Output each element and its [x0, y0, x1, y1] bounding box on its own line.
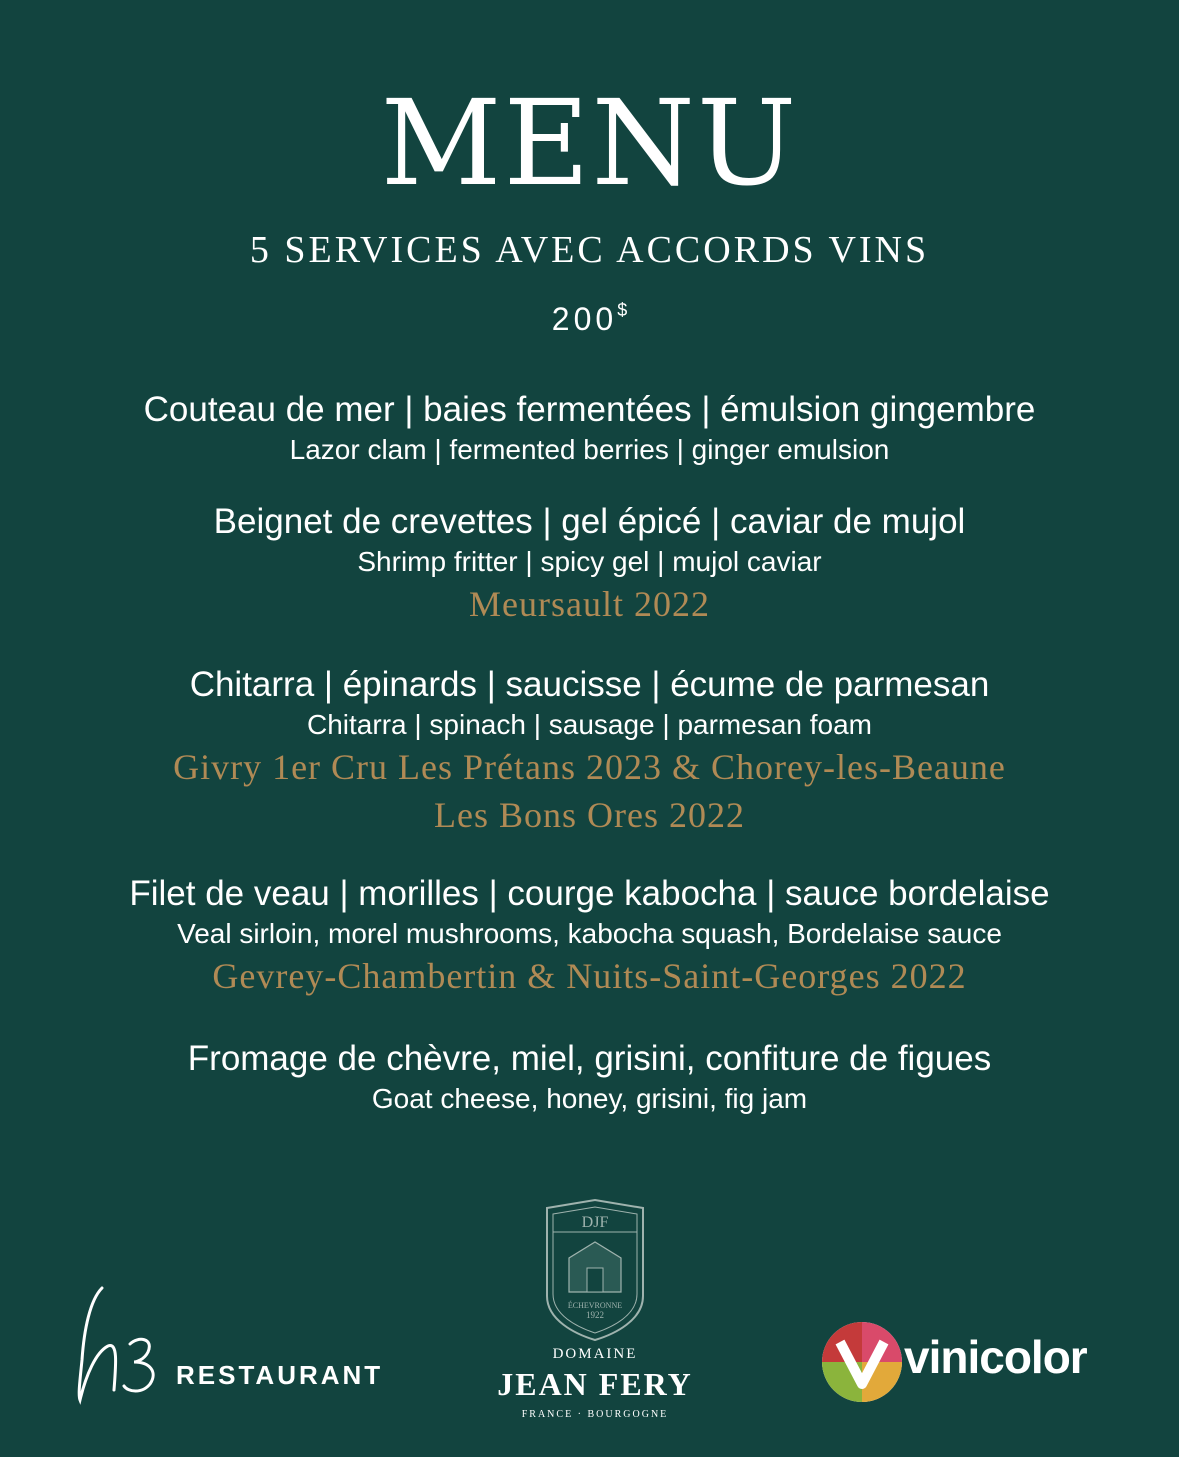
djf-badge-icon	[485, 1196, 705, 1342]
domaine-jean-fery-logo	[485, 1196, 705, 1426]
course-3-fr: Chitarra | épinards | saucisse | écume de parmesan	[189, 665, 990, 704]
course-5-fr: Fromage de chèvre, miel, grisini, confiture de figues	[187, 1039, 992, 1078]
course-3-en: Chitarra | spinach | sausage | parmesan foam	[307, 709, 872, 740]
course-4	[0, 872, 1179, 1000]
course-3-wine-line-2: Les Bons Ores 2022	[434, 795, 745, 835]
djf-name-text: JEAN FERY	[497, 1366, 693, 1402]
course-2-wine: Meursault 2022	[469, 584, 710, 624]
djf-domaine-text: DOMAINE	[552, 1346, 638, 1362]
menu-price	[0, 300, 1179, 338]
h3-restaurant-text: RESTAURANT	[176, 1360, 384, 1390]
course-1-fr: Couteau de mer | baies fermentées | émulsion gingembre	[143, 390, 1036, 429]
course-1	[0, 388, 1179, 468]
price-currency: $	[617, 300, 628, 320]
menu-title: MENU	[380, 74, 799, 212]
sponsor-logos	[0, 1190, 1179, 1457]
h3-restaurant-logo	[72, 1280, 392, 1410]
course-4-fr: Filet de veau | morilles | courge kabocha | sauce bordelaise	[129, 874, 1050, 913]
vinicolor-text: vinicolor	[904, 1331, 1087, 1383]
course-3	[0, 663, 1179, 839]
vinicolor-logo	[820, 1320, 1120, 1410]
course-3-wine-line-1: Givry 1er Cru Les Prétans 2023 & Chorey-les-Beaune	[173, 747, 1006, 787]
course-2	[0, 500, 1179, 628]
vinicolor-mark-icon	[820, 1320, 904, 1404]
djf-badge-initials: DJF	[581, 1214, 609, 1231]
course-4-en: Veal sirloin, morel mushrooms, kabocha squash, Bordelaise sauce	[177, 918, 1002, 949]
h3-script-icon	[72, 1280, 172, 1410]
course-5	[0, 1037, 1179, 1117]
course-2-en: Shrimp fritter | spicy gel | mujol caviar	[357, 546, 822, 577]
course-2-fr: Beignet de crevettes | gel épicé | caviar de mujol	[213, 502, 966, 541]
djf-origin-text: FRANCE · BOURGOGNE	[521, 1409, 669, 1420]
menu-subtitle: 5 SERVICES AVEC ACCORDS VINS	[249, 229, 930, 271]
djf-badge-place: ÉCHEVRONNE	[567, 1301, 623, 1310]
course-1-en: Lazor clam | fermented berries | ginger emulsion	[289, 434, 890, 465]
djf-badge-year: 1922	[586, 1310, 604, 1320]
course-5-en: Goat cheese, honey, grisini, fig jam	[371, 1083, 808, 1114]
price-value: 200	[551, 301, 618, 337]
course-4-wine: Gevrey-Chambertin & Nuits-Saint-Georges 2022	[212, 956, 967, 996]
